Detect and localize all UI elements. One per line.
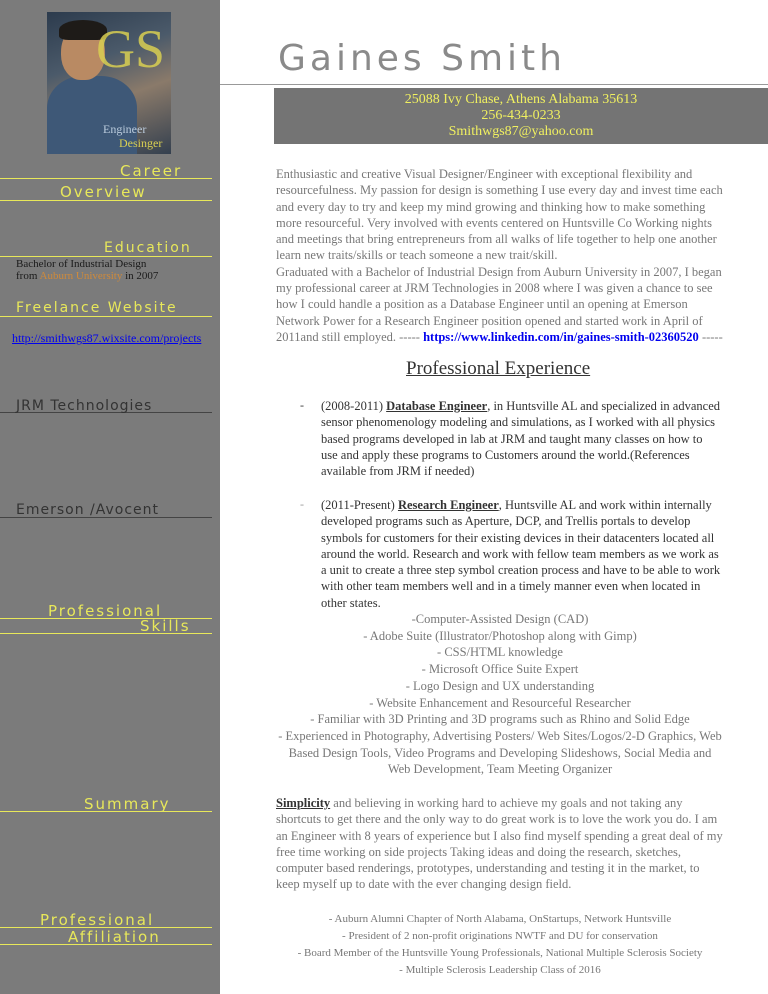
job2-bullet: -	[300, 497, 304, 511]
profile-photo	[47, 12, 171, 154]
education-year: in 2007	[125, 270, 159, 282]
contact-phone: 256-434-0233	[481, 108, 561, 123]
heading-career: Career	[120, 162, 183, 180]
overview-paragraph-1: Enthusiastic and creative Visual Designer/Engineer with exceptional flexibility and resourcefulness. My passion for design is something I use every day and invest time each and every day to try and keep my mind growing and thinking how to make something more resourceful. Very involved with events centered on Huntsville Co Working nights and meetings that bring entrepreneurs from all walks of life together to help one another learn new traits/skills or teach someone a new trait/skill.	[276, 167, 723, 263]
affiliation-item: - Multiple Sclerosis Leadership Class of 2016	[399, 964, 601, 976]
skills-list	[276, 611, 724, 778]
contact-email: Smithwgs87@yahoo.com	[448, 124, 594, 139]
heading-summary: Summary	[84, 795, 171, 813]
education-detail	[16, 270, 158, 282]
education-degree: Bachelor of Industrial Design	[16, 258, 147, 270]
contact-block	[274, 88, 768, 144]
skill-item: - Logo Design and UX understanding	[405, 678, 595, 693]
skill-item: -Computer-Assisted Design (CAD)	[411, 612, 589, 626]
photo-caption-desinger: Desinger	[119, 136, 163, 150]
affiliation-item: - Auburn Alumni Chapter of North Alabama, OnStartups, Network Huntsville	[328, 913, 672, 925]
skill-item: - Website Enhancement and Resourceful Researcher	[369, 695, 631, 710]
affiliation-list	[276, 911, 724, 979]
affiliation-item: - President of 2 non-profit originations NWTF and DU for conservation	[342, 930, 658, 942]
job2-role: Research Engineer	[397, 498, 499, 512]
job1-text: , in Huntsville AL and specialized in advanced sensor phenomenology modeling and simulations, as I worked with all physics based programs developed in lab at JRM and taught many classes on how to use and apply these programs to Customers around the world.(References available from JRM if needed)	[321, 399, 721, 479]
skill-item: - CSS/HTML knowledge	[437, 645, 563, 660]
overview-paragraph-2-text: Graduated with a Bachelor of Industrial Design from Auburn University in 2007, I began my professional career at JRM Technologies in 2008 where I was given a chance to see how I could handle a position as a Database Engineer until an opening at Emerson Network Power for a Research Engineer position opened and started work in April of 2011and still employed. -----	[276, 264, 722, 344]
skill-item: - Familiar with 3D Printing and 3D programs such as Rhino and Solid Edge	[310, 712, 690, 727]
affiliation-item: - Board Member of the Huntsville Young Professionals, National Multiple Sclerosis Society	[297, 947, 703, 959]
overview-text	[276, 166, 724, 345]
heading-affiliation-2: Affiliation	[68, 928, 161, 946]
experience-title: Professional Experience	[406, 358, 591, 379]
overview-paragraph-2	[276, 264, 724, 345]
job1-entry	[321, 398, 721, 479]
heading-emerson: Emerson /Avocent	[16, 502, 160, 518]
skill-item: - Adobe Suite (Illustrator/Photoshop along with Gimp)	[363, 628, 637, 643]
job1-years: (2008-2011)	[321, 399, 387, 413]
overview-trail: -----	[698, 329, 723, 344]
contact-address: 25088 Ivy Chase, Athens Alabama 35613	[404, 92, 638, 107]
page-title: Gaines Smith	[278, 38, 566, 79]
sidebar	[0, 0, 220, 994]
linkedin-link[interactable]: https://www.linkedin.com/in/gaines-smith-02360520	[423, 329, 699, 344]
monogram-logo: GS	[95, 19, 165, 79]
heading-overview: Overview	[60, 183, 147, 201]
skill-item: - Microsoft Office Suite Expert	[421, 662, 579, 677]
heading-skills-2: Skills	[140, 617, 191, 635]
education-school: Auburn University	[39, 270, 123, 282]
divider	[0, 256, 212, 257]
job2-text: , Huntsville AL and work within internally developed programs such as Aperture, DCP, and Trellis portals to develop symbols for customers for their existing devices in their datacenters located all around the world. Research and work with fellow team members as we work as a unit to create a three step symbol creation process and have to be able to work with other team members well and in a timely manner even when located in other states.	[321, 498, 721, 610]
heading-skills-1: Professional	[48, 602, 163, 620]
heading-freelance: Freelance Website	[16, 300, 178, 316]
heading-affiliation-1: Professional	[40, 911, 155, 929]
job2-entry	[321, 497, 721, 611]
job1-bullet: -	[300, 398, 304, 412]
title-rule	[220, 84, 768, 85]
skill-item: - Experienced in Photography, Advertising Posters/ Web Sites/Logos/2-D Graphics, Web Based Design Tools, Video Programs and Developing Slideshows, Social Media and Web Development, Team Meeting Organizer	[278, 728, 722, 777]
summary-body: and believing in working hard to achieve my goals and not taking any shortcuts to get there and the only way to do great work is to love the work you do. I am an Engineer with 8 years of experience but I also find myself spending a great deal of my free time working on side projects Taking ideas and doing the research, sketches, computer based renderings, prototypes, understanding and testing it in the market, to keep myself up to date with the ever changing design field.	[276, 796, 723, 892]
portfolio-link[interactable]: http://smithwgs87.wixsite.com/projects	[12, 331, 202, 345]
job1-role: Database Engineer	[386, 399, 488, 413]
summary-text	[276, 795, 724, 893]
job2-years: (2011-Present)	[321, 498, 398, 512]
photo-caption-engineer: Engineer	[103, 122, 147, 136]
heading-jrm: JRM Technologies	[16, 398, 153, 414]
heading-education: Education	[104, 240, 192, 256]
education-from: from	[16, 270, 38, 282]
divider	[0, 316, 212, 317]
summary-lead: Simplicity	[276, 796, 331, 810]
